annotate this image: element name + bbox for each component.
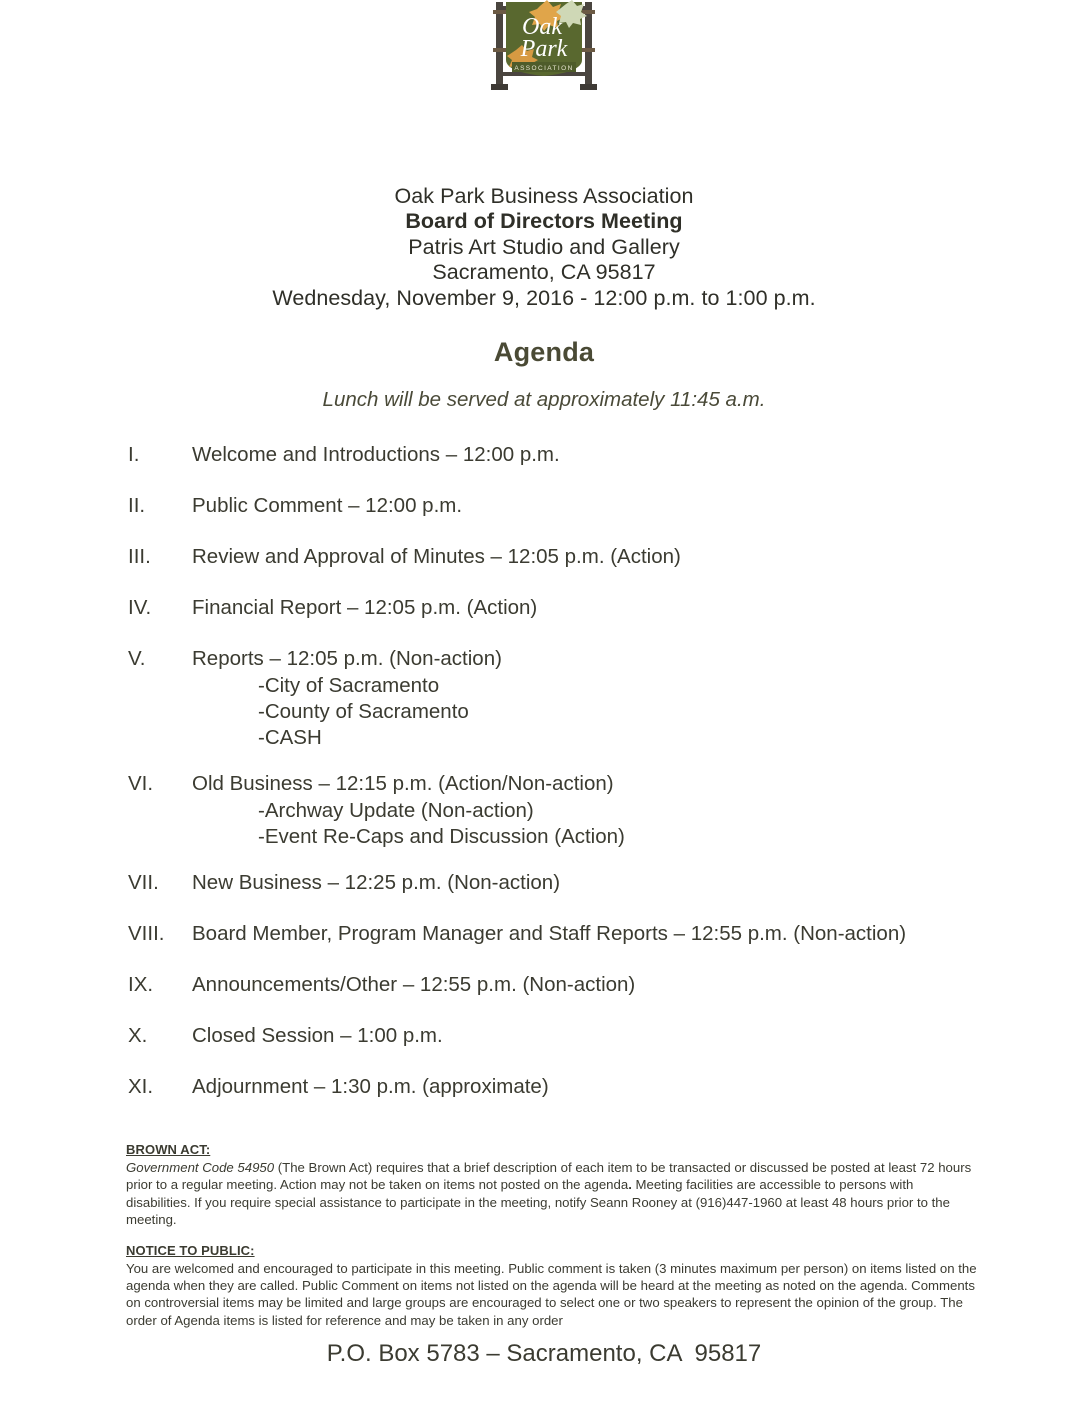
venue-city-state-zip: Sacramento, CA 95817 [432, 260, 656, 285]
meeting-title: Board of Directors Meeting [405, 209, 683, 234]
agenda-item [128, 1023, 1048, 1049]
agenda-item-numeral: XI. [128, 1075, 154, 1099]
agenda-item-body [192, 972, 1048, 998]
agenda-item-numeral: I. [128, 443, 140, 467]
agenda-item-text: Old Business – 12:15 p.m. (Action/Non-action) [192, 772, 614, 796]
agenda-item [128, 771, 1048, 850]
agenda-item [128, 972, 1048, 998]
agenda-item-text: Review and Approval of Minutes – 12:05 p.m. (Action) [192, 545, 681, 569]
logo-container [0, 0, 1088, 92]
oak-park-association-logo [482, 0, 606, 92]
agenda-item-body [192, 442, 1048, 468]
meeting-datetime: Wednesday, November 9, 2016 - 12:00 p.m. to 1:00 p.m. [272, 285, 816, 310]
agenda-item [128, 921, 1048, 947]
agenda-item-body [192, 921, 1048, 947]
agenda-item-text: Closed Session – 1:00 p.m. [192, 1024, 443, 1048]
agenda-item-numeral: V. [128, 647, 146, 671]
agenda-item-text: Financial Report – 12:05 p.m. (Action) [192, 596, 538, 620]
agenda-item-text: Announcements/Other – 12:55 p.m. (Non-action) [192, 973, 636, 997]
venue-name: Patris Art Studio and Gallery [408, 234, 680, 259]
agenda-item-numeral: III. [128, 545, 151, 569]
logo-sign-line1: Oak [522, 14, 562, 40]
agenda-item [128, 870, 1048, 896]
agenda-item [128, 493, 1048, 519]
agenda-item-numeral: X. [128, 1024, 148, 1048]
notice-to-public-block [126, 1243, 978, 1330]
brown-act-bold-period: . [628, 1177, 632, 1193]
page-title: Agenda [493, 337, 595, 368]
agenda-sub-list [192, 673, 1048, 751]
agenda-item-text: Public Comment – 12:00 p.m. [192, 494, 463, 518]
agenda-item [128, 442, 1048, 468]
notice-to-public-body: You are welcomed and encouraged to participate in this meeting. Public comment is taken (3 minutes maximum per person) on items listed on the agenda when they are called. Public Comment on items not listed on the agenda will be heard at the meeting as noted on the agenda. Comments on controversial items may be limited and large groups are encouraged to select one or two speakers to represent the opinion of the group. The order of Agenda items is listed for reference and may be taken in any order [126, 1260, 977, 1328]
agenda-item-text: New Business – 12:25 p.m. (Non-action) [192, 871, 561, 895]
agenda-item-numeral: IV. [128, 596, 152, 620]
agenda-sub-item: -City of Sacramento [258, 674, 440, 698]
agenda-item-text: Adjournment – 1:30 p.m. (approximate) [192, 1075, 549, 1099]
agenda-item [128, 1074, 1048, 1100]
footer-address: P.O. Box 5783 – Sacramento, CA 95817 [326, 1340, 762, 1367]
brown-act-code: Government Code 54950 [126, 1160, 275, 1176]
agenda-item [128, 646, 1048, 751]
agenda-sub-item: -County of Sacramento [258, 700, 469, 724]
agenda-item [128, 595, 1048, 621]
agenda-item [128, 544, 1048, 570]
agenda-sub-item: -CASH [258, 726, 322, 750]
agenda-item-body [192, 870, 1048, 896]
agenda-item-numeral: VII. [128, 871, 159, 895]
brown-act-body-part2: Meeting facilities are accessible to persons with disabilities. If you require special assistance to participate in the meeting, notify Seann Rooney at (916)447-1960 at least 48 hours prior to the meeting. [126, 1177, 950, 1228]
agenda-item-body [192, 646, 1048, 751]
agenda-item-body [192, 1074, 1048, 1100]
agenda-item-body [192, 1023, 1048, 1049]
meeting-header [0, 184, 1088, 311]
organization-name: Oak Park Business Association [394, 184, 694, 208]
agenda-item-body [192, 771, 1048, 850]
agenda-sub-list [192, 798, 1048, 850]
logo-banner-text: ASSOCIATION [514, 65, 574, 72]
agenda-item-text: Board Member, Program Manager and Staff Reports – 12:55 p.m. (Non-action) [192, 922, 907, 946]
agenda-item-body [192, 595, 1048, 621]
agenda-item-numeral: VI. [128, 772, 154, 796]
brown-act-body [126, 1159, 978, 1229]
agenda-item-numeral: II. [128, 494, 146, 518]
lunch-note: Lunch will be served at approximately 11:45 a.m. [322, 388, 766, 412]
agenda-sub-item: -Archway Update (Non-action) [258, 799, 534, 823]
logo-right-post [585, 2, 592, 88]
agenda-sub-item: -Event Re-Caps and Discussion (Action) [258, 825, 625, 849]
logo-left-post [496, 2, 503, 88]
agenda-item-body [192, 544, 1048, 570]
brown-act-heading: BROWN ACT: [126, 1142, 211, 1158]
brown-act-body-part1: (The Brown Act) requires that a brief description of each item to be transacted or discussed be posted at least 72 hours prior to a regular meeting. Action may not be taken on items not posted on the agenda [126, 1160, 972, 1193]
agenda-item-text: Welcome and Introductions – 12:00 p.m. [192, 443, 560, 467]
agenda-item-body [192, 493, 1048, 519]
agenda-list [0, 442, 1088, 1100]
agenda-item-numeral: IX. [128, 973, 154, 997]
agenda-item-numeral: VIII. [128, 922, 165, 946]
logo-sign-line2: Park [520, 36, 568, 62]
notice-to-public-heading: NOTICE TO PUBLIC: [126, 1242, 255, 1258]
agenda-item-text: Reports – 12:05 p.m. (Non-action) [192, 647, 502, 671]
notices-section [0, 1142, 1088, 1329]
brown-act-block [126, 1142, 978, 1229]
